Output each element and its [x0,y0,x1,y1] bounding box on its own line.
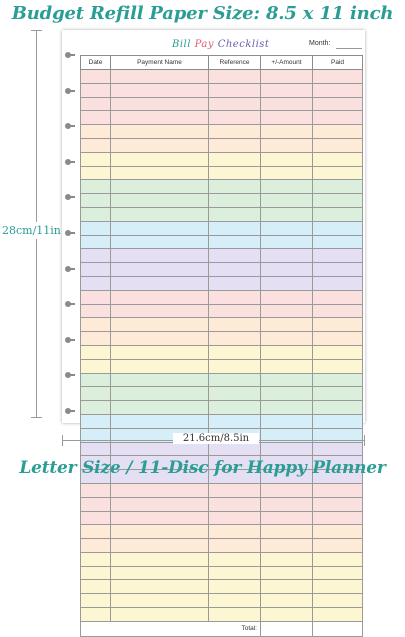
date-cell[interactable] [81,221,111,235]
payment-name-cell[interactable] [111,442,209,456]
table-row [81,483,363,497]
payment-name-cell[interactable] [111,138,209,152]
table-row [81,125,363,139]
amount-cell[interactable] [261,552,313,566]
table-row [81,414,363,428]
date-cell[interactable] [81,138,111,152]
amount-cell[interactable] [261,318,313,332]
reference-cell[interactable] [209,373,261,387]
payment-name-cell[interactable] [111,387,209,401]
date-cell[interactable] [81,497,111,511]
table-row [81,318,363,332]
paid-cell[interactable] [313,580,363,594]
payment-name-cell[interactable] [111,180,209,194]
payment-name-cell[interactable] [111,97,209,111]
disc-hole-icon [65,194,75,200]
amount-cell[interactable] [261,525,313,539]
total-row [81,621,363,636]
table-row [81,83,363,97]
column-header-amount: +/-Amount [261,56,313,70]
top-title: Budget Refill Paper Size: 8.5 x 11 inch [11,3,394,24]
table-row [81,442,363,456]
amount-cell[interactable] [261,221,313,235]
checklist-title [172,39,269,50]
date-cell[interactable] [81,525,111,539]
paid-cell[interactable] [313,345,363,359]
paid-cell[interactable] [313,263,363,277]
paid-cell[interactable] [313,483,363,497]
reference-cell[interactable] [209,414,261,428]
reference-cell[interactable] [209,221,261,235]
table-row [81,304,363,318]
table-row [81,70,363,84]
amount-cell[interactable] [261,580,313,594]
paid-cell[interactable] [313,235,363,249]
table-row [81,332,363,346]
amount-cell[interactable] [261,125,313,139]
amount-cell[interactable] [261,83,313,97]
reference-cell[interactable] [209,539,261,553]
table-row [81,497,363,511]
payment-name-cell[interactable] [111,539,209,553]
table-row [81,180,363,194]
paid-cell[interactable] [313,332,363,346]
reference-cell[interactable] [209,608,261,622]
date-cell[interactable] [81,97,111,111]
date-cell[interactable] [81,276,111,290]
reference-cell[interactable] [209,70,261,84]
reference-cell[interactable] [209,194,261,208]
amount-cell[interactable] [261,566,313,580]
amount-cell[interactable] [261,235,313,249]
reference-cell[interactable] [209,483,261,497]
amount-cell[interactable] [261,180,313,194]
date-cell[interactable] [81,332,111,346]
paid-cell[interactable] [313,401,363,415]
amount-cell[interactable] [261,594,313,608]
reference-cell[interactable] [209,511,261,525]
paid-cell[interactable] [313,373,363,387]
reference-cell[interactable] [209,594,261,608]
table-row [81,387,363,401]
disc-hole-icon [65,337,75,343]
amount-cell[interactable] [261,152,313,166]
amount-cell[interactable] [261,276,313,290]
reference-cell[interactable] [209,111,261,125]
table-row [81,249,363,263]
table-row [81,511,363,525]
column-header-date: Date [81,56,111,70]
date-cell[interactable] [81,387,111,401]
amount-cell[interactable] [261,194,313,208]
amount-cell[interactable] [261,263,313,277]
paid-cell[interactable] [313,70,363,84]
reference-cell[interactable] [209,138,261,152]
height-dimension-cap-top [31,30,42,31]
paid-cell[interactable] [313,111,363,125]
paid-cell[interactable] [313,525,363,539]
paid-cell[interactable] [313,539,363,553]
reference-cell[interactable] [209,97,261,111]
reference-cell[interactable] [209,235,261,249]
table-row [81,263,363,277]
payment-name-cell[interactable] [111,483,209,497]
total-label: Total: [81,621,261,636]
table-row [81,97,363,111]
amount-cell[interactable] [261,497,313,511]
column-header-paid: Paid [313,56,363,70]
amount-cell[interactable] [261,539,313,553]
table-header-row [81,56,363,70]
reference-cell[interactable] [209,566,261,580]
reference-cell[interactable] [209,83,261,97]
amount-cell[interactable] [261,345,313,359]
payment-name-cell[interactable] [111,235,209,249]
date-cell[interactable] [81,83,111,97]
date-cell[interactable] [81,249,111,263]
paid-cell[interactable] [313,221,363,235]
reference-cell[interactable] [209,401,261,415]
amount-cell[interactable] [261,207,313,221]
payment-name-cell[interactable] [111,580,209,594]
payment-name-cell[interactable] [111,594,209,608]
reference-cell[interactable] [209,180,261,194]
date-cell[interactable] [81,263,111,277]
date-cell[interactable] [81,442,111,456]
reference-cell[interactable] [209,318,261,332]
month-field-line[interactable] [336,48,362,49]
title-word-pay: Pay [194,39,215,50]
reference-cell[interactable] [209,249,261,263]
table-row [81,207,363,221]
date-cell[interactable] [81,511,111,525]
reference-cell[interactable] [209,497,261,511]
table-row [81,166,363,180]
reference-cell[interactable] [209,552,261,566]
date-cell[interactable] [81,125,111,139]
paid-cell[interactable] [313,97,363,111]
date-cell[interactable] [81,207,111,221]
payment-name-cell[interactable] [111,83,209,97]
date-cell[interactable] [81,608,111,622]
total-amount-cell[interactable] [261,621,313,636]
width-dimension-cap-right [364,435,365,446]
payment-name-cell[interactable] [111,70,209,84]
table-row [81,221,363,235]
payment-name-cell[interactable] [111,111,209,125]
payment-name-cell[interactable] [111,221,209,235]
disc-hole-icon [65,123,75,129]
disc-hole-icon [65,230,75,236]
payment-name-cell[interactable] [111,207,209,221]
amount-cell[interactable] [261,359,313,373]
paid-cell[interactable] [313,497,363,511]
paid-cell[interactable] [313,180,363,194]
table-row [81,401,363,415]
title-word-bill: Bill [172,39,191,50]
paid-cell[interactable] [313,608,363,622]
date-cell[interactable] [81,483,111,497]
amount-cell[interactable] [261,483,313,497]
paid-cell[interactable] [313,387,363,401]
disc-hole-icon [65,159,75,165]
date-cell[interactable] [81,235,111,249]
column-header-payment-name: Payment Name [111,56,209,70]
date-cell[interactable] [81,166,111,180]
amount-cell[interactable] [261,166,313,180]
date-cell[interactable] [81,194,111,208]
paid-cell[interactable] [313,138,363,152]
date-cell[interactable] [81,304,111,318]
paid-cell[interactable] [313,290,363,304]
payment-name-cell[interactable] [111,263,209,277]
amount-cell[interactable] [261,401,313,415]
bottom-title: Letter Size / 11-Disc for Happy Planner [19,458,386,478]
payment-name-cell[interactable] [111,290,209,304]
table-row [81,152,363,166]
payment-name-cell[interactable] [111,276,209,290]
payment-name-cell[interactable] [111,194,209,208]
payment-name-cell[interactable] [111,414,209,428]
payment-name-cell[interactable] [111,359,209,373]
disc-hole-icon [65,408,75,414]
paid-cell[interactable] [313,125,363,139]
table-row [81,276,363,290]
month-label: Month: [309,40,331,47]
paid-cell[interactable] [313,304,363,318]
height-dimension-label: 28cm/11in [2,222,70,239]
payment-name-cell[interactable] [111,166,209,180]
table-row [81,235,363,249]
reference-cell[interactable] [209,525,261,539]
reference-cell[interactable] [209,387,261,401]
payment-name-cell[interactable] [111,566,209,580]
amount-cell[interactable] [261,373,313,387]
table-row [81,566,363,580]
width-dimension-label: 21.6cm/8.5in [173,433,259,444]
payment-name-cell[interactable] [111,345,209,359]
amount-cell[interactable] [261,138,313,152]
bill-pay-table [80,55,363,637]
date-cell[interactable] [81,552,111,566]
reference-cell[interactable] [209,304,261,318]
table-row [81,580,363,594]
table-row [81,608,363,622]
height-dimension-cap-bottom [31,417,42,418]
table-row [81,345,363,359]
date-cell[interactable] [81,180,111,194]
disc-hole-icon [65,88,75,94]
date-cell[interactable] [81,70,111,84]
amount-cell[interactable] [261,442,313,456]
table-row [81,290,363,304]
paid-cell[interactable] [313,318,363,332]
paid-cell[interactable] [313,166,363,180]
date-cell[interactable] [81,373,111,387]
table-row [81,525,363,539]
paid-cell[interactable] [313,83,363,97]
paid-cell[interactable] [313,414,363,428]
amount-cell[interactable] [261,332,313,346]
payment-name-cell[interactable] [111,497,209,511]
date-cell[interactable] [81,401,111,415]
reference-cell[interactable] [209,125,261,139]
paid-cell[interactable] [313,552,363,566]
reference-cell[interactable] [209,290,261,304]
paid-cell[interactable] [313,276,363,290]
date-cell[interactable] [81,345,111,359]
table-body [81,70,363,622]
payment-name-cell[interactable] [111,152,209,166]
amount-cell[interactable] [261,304,313,318]
table-row [81,359,363,373]
table-row [81,194,363,208]
amount-cell[interactable] [261,608,313,622]
date-cell[interactable] [81,290,111,304]
date-cell[interactable] [81,594,111,608]
payment-name-cell[interactable] [111,304,209,318]
date-cell[interactable] [81,580,111,594]
reference-cell[interactable] [209,332,261,346]
payment-name-cell[interactable] [111,373,209,387]
amount-cell[interactable] [261,414,313,428]
table-row [81,539,363,553]
payment-name-cell[interactable] [111,552,209,566]
paid-cell[interactable] [313,442,363,456]
paid-cell[interactable] [313,359,363,373]
reference-cell[interactable] [209,345,261,359]
payment-name-cell[interactable] [111,511,209,525]
reference-cell[interactable] [209,442,261,456]
reference-cell[interactable] [209,207,261,221]
amount-cell[interactable] [261,111,313,125]
paid-cell[interactable] [313,194,363,208]
date-cell[interactable] [81,359,111,373]
table-row [81,138,363,152]
disc-hole-icon [65,52,75,58]
reference-cell[interactable] [209,580,261,594]
payment-name-cell[interactable] [111,401,209,415]
column-header-reference: Reference [209,56,261,70]
table-row [81,594,363,608]
total-paid-cell[interactable] [313,621,363,636]
table-row [81,373,363,387]
amount-cell[interactable] [261,249,313,263]
date-cell[interactable] [81,152,111,166]
payment-name-cell[interactable] [111,608,209,622]
disc-hole-icon [65,372,75,378]
payment-name-cell[interactable] [111,332,209,346]
date-cell[interactable] [81,539,111,553]
paid-cell[interactable] [313,511,363,525]
payment-name-cell[interactable] [111,249,209,263]
disc-hole-icon [65,301,75,307]
reference-cell[interactable] [209,166,261,180]
paid-cell[interactable] [313,152,363,166]
reference-cell[interactable] [209,276,261,290]
date-cell[interactable] [81,111,111,125]
title-word-checklist: Checklist [217,39,270,50]
paid-cell[interactable] [313,594,363,608]
paid-cell[interactable] [313,207,363,221]
amount-cell[interactable] [261,70,313,84]
date-cell[interactable] [81,318,111,332]
paid-cell[interactable] [313,566,363,580]
table-row [81,552,363,566]
payment-name-cell[interactable] [111,125,209,139]
amount-cell[interactable] [261,97,313,111]
reference-cell[interactable] [209,359,261,373]
width-dimension-cap-left [62,435,63,446]
paid-cell[interactable] [313,249,363,263]
table-row [81,111,363,125]
amount-cell[interactable] [261,387,313,401]
date-cell[interactable] [81,414,111,428]
payment-name-cell[interactable] [111,318,209,332]
payment-name-cell[interactable] [111,525,209,539]
disc-hole-icon [65,266,75,272]
reference-cell[interactable] [209,152,261,166]
date-cell[interactable] [81,566,111,580]
amount-cell[interactable] [261,290,313,304]
amount-cell[interactable] [261,511,313,525]
reference-cell[interactable] [209,263,261,277]
